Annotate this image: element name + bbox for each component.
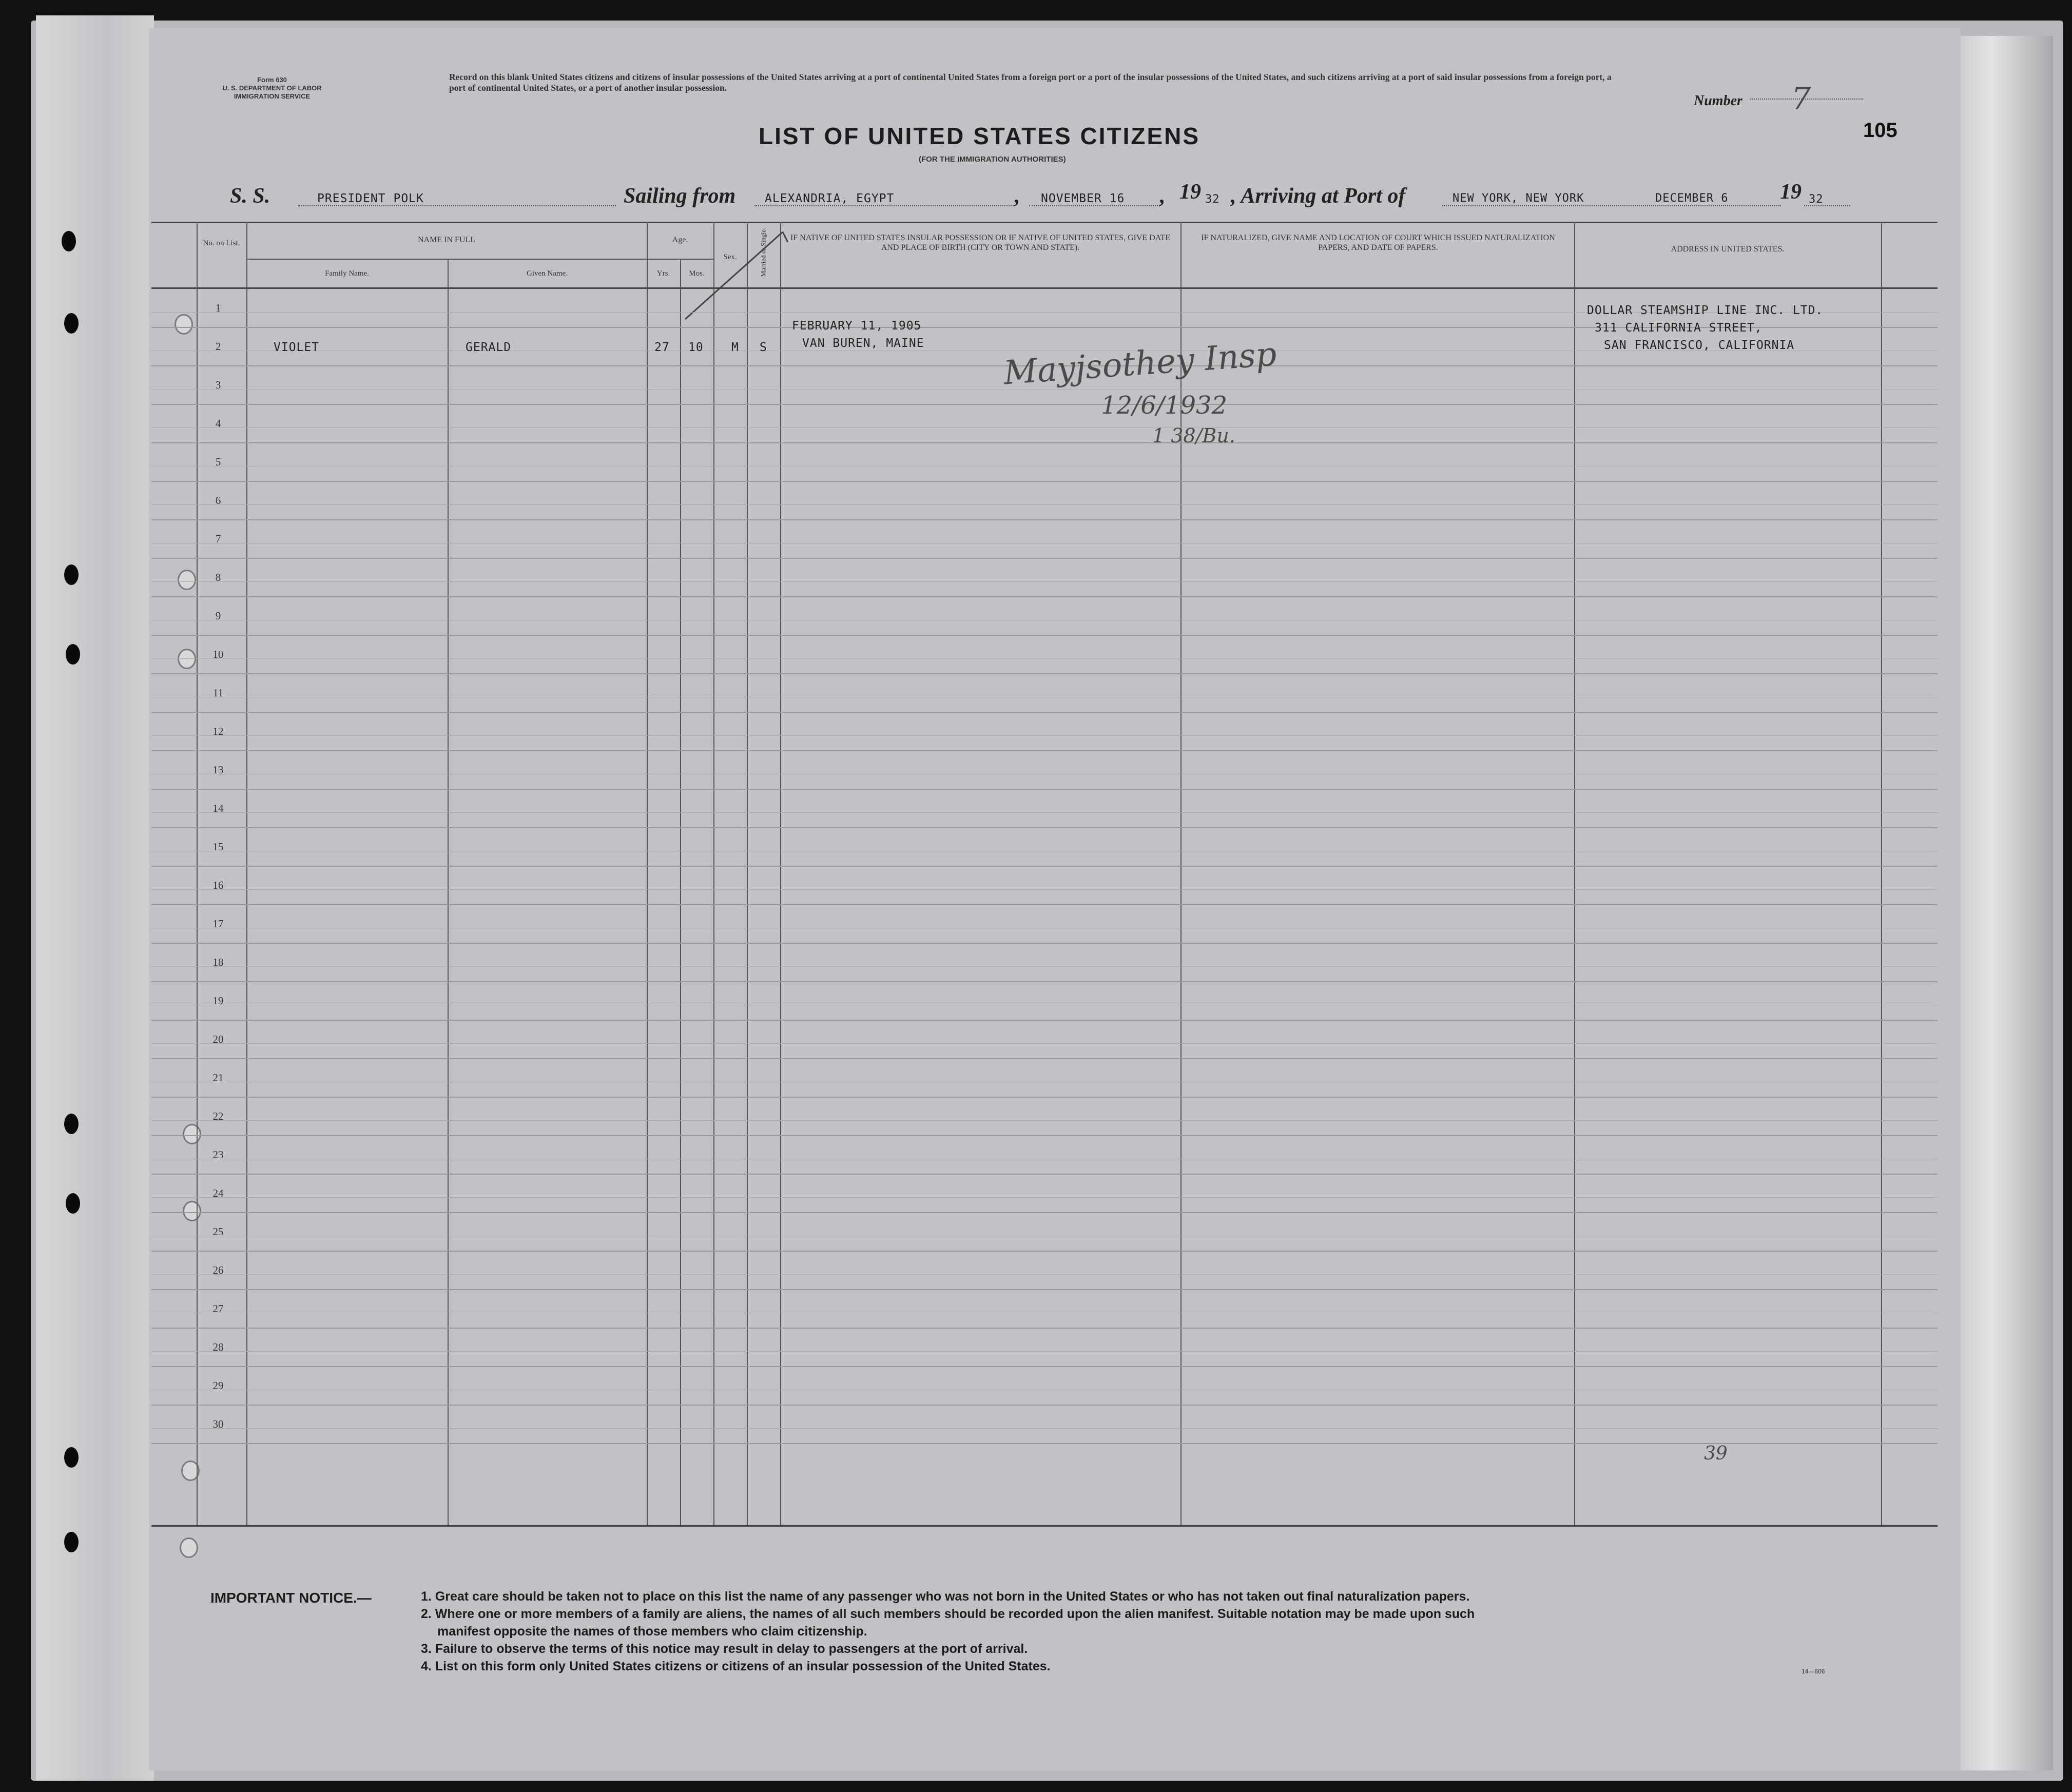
row-number: 23 bbox=[212, 1148, 224, 1161]
row-subrule bbox=[151, 504, 1938, 505]
inspection-fraction: 1 38/Bu. bbox=[1152, 424, 1235, 447]
passenger-age-months: 10 bbox=[688, 341, 704, 354]
comma-2: , bbox=[1160, 184, 1166, 208]
column-divider bbox=[1574, 222, 1575, 1525]
notice-label: IMPORTANT NOTICE.— bbox=[210, 1590, 372, 1606]
row-rule bbox=[151, 1058, 1938, 1059]
punch-hole bbox=[66, 1193, 80, 1214]
arrival-port: NEW YORK, NEW YORK bbox=[1453, 192, 1584, 205]
punch-hole bbox=[64, 1447, 79, 1468]
arrival-year-underline bbox=[1804, 205, 1850, 206]
row-number: 13 bbox=[212, 764, 224, 776]
passenger-marital: S bbox=[760, 341, 767, 354]
row-number: 25 bbox=[212, 1225, 224, 1238]
passenger-birth-place: VAN BUREN, MAINE bbox=[802, 337, 924, 350]
row-rule bbox=[151, 442, 1938, 443]
ship-underline bbox=[298, 205, 616, 206]
header-bottom-rule bbox=[151, 287, 1938, 289]
row-number: 14 bbox=[212, 802, 224, 814]
row-rule bbox=[151, 1366, 1938, 1367]
departure-date-underline bbox=[1029, 205, 1160, 206]
row-subrule bbox=[151, 581, 1938, 582]
punch-hole bbox=[64, 1114, 79, 1134]
row-number: 17 bbox=[212, 918, 224, 930]
service-name: IMMIGRATION SERVICE bbox=[234, 92, 311, 100]
passenger-address-line1: DOLLAR STEAMSHIP LINE INC. LTD. bbox=[1587, 304, 1824, 317]
passenger-address-line2: 311 CALIFORNIA STREET, bbox=[1595, 321, 1763, 335]
row-number: 10 bbox=[212, 648, 224, 660]
row-rule bbox=[151, 981, 1938, 982]
margin-number: 39 bbox=[1704, 1443, 1728, 1464]
list-number bbox=[1694, 77, 1811, 117]
departure-year-suffix: 32 bbox=[1205, 193, 1220, 206]
row-rule bbox=[151, 827, 1938, 828]
row-rule bbox=[151, 1174, 1938, 1175]
row-rule bbox=[151, 558, 1938, 559]
passenger-family-name: VIOLET bbox=[274, 341, 320, 354]
row-rule bbox=[151, 712, 1938, 713]
row-rule bbox=[151, 1443, 1938, 1444]
arrival-year-prefix: 19 bbox=[1780, 180, 1802, 204]
row-number: 2 bbox=[215, 340, 221, 353]
row-number: 7 bbox=[215, 533, 221, 545]
arriving-label: , Arriving at Port of bbox=[1231, 184, 1406, 208]
row-rule bbox=[151, 904, 1938, 905]
table-top-rule bbox=[151, 222, 1938, 223]
col-header-yrs: Yrs. bbox=[656, 269, 670, 278]
column-divider bbox=[647, 222, 648, 1525]
col-header-sex: Sex. bbox=[723, 253, 737, 261]
row-rule bbox=[151, 596, 1938, 597]
row-number: 1 bbox=[215, 302, 221, 314]
passenger-table bbox=[151, 222, 1938, 1525]
row-subrule bbox=[151, 735, 1938, 736]
notice-item-3: 3. Failure to observe the terms of this notice may result in delay to passengers at the port of arrival. bbox=[421, 1642, 1028, 1656]
arrival-date: DECEMBER 6 bbox=[1655, 192, 1729, 205]
punch-hole bbox=[62, 231, 76, 251]
passenger-age-years: 27 bbox=[654, 341, 670, 354]
page-binding-strip bbox=[36, 15, 154, 1781]
department-name: U. S. DEPARTMENT OF LABOR bbox=[222, 84, 322, 92]
row-number: 30 bbox=[212, 1418, 224, 1430]
arrival-year-suffix: 32 bbox=[1809, 193, 1824, 206]
column-divider bbox=[448, 259, 449, 1525]
row-subrule bbox=[151, 1351, 1938, 1352]
row-rule bbox=[151, 1405, 1938, 1406]
row-number: 24 bbox=[212, 1187, 224, 1199]
row-rule bbox=[151, 866, 1938, 867]
row-rule bbox=[151, 519, 1938, 520]
column-divider bbox=[246, 222, 247, 1525]
col-header-given: Given Name. bbox=[527, 269, 568, 278]
row-rule bbox=[151, 750, 1938, 751]
column-divider bbox=[747, 222, 748, 1525]
arriving-label-text: Arriving at Port of bbox=[1241, 184, 1406, 208]
row-rule bbox=[151, 635, 1938, 636]
notice-item-2-cont: manifest opposite the names of those members who claim citizenship. bbox=[437, 1624, 867, 1639]
row-number: 26 bbox=[212, 1264, 224, 1276]
row-subrule bbox=[151, 1043, 1938, 1044]
row-number: 15 bbox=[212, 841, 224, 853]
table-bottom-rule bbox=[151, 1525, 1938, 1527]
punch-hole bbox=[64, 1532, 79, 1552]
passenger-birth-date: FEBRUARY 11, 1905 bbox=[792, 319, 922, 333]
row-rule bbox=[151, 481, 1938, 482]
row-number: 18 bbox=[212, 956, 224, 968]
row-subrule bbox=[151, 1428, 1938, 1429]
row-number: 8 bbox=[215, 571, 221, 583]
col-header-address: ADDRESS IN UNITED STATES. bbox=[1671, 245, 1785, 254]
col-header-no: No. on List. bbox=[203, 239, 240, 247]
row-subrule bbox=[151, 812, 1938, 813]
row-number: 4 bbox=[215, 417, 221, 430]
departure-port: ALEXANDRIA, EGYPT bbox=[765, 192, 895, 205]
ship-name: PRESIDENT POLK bbox=[317, 192, 424, 205]
comma-1: , bbox=[1015, 184, 1020, 208]
row-number: 12 bbox=[212, 725, 224, 737]
row-number: 20 bbox=[212, 1033, 224, 1045]
print-code: 14—606 bbox=[1802, 1668, 1825, 1675]
departure-year-prefix: 19 bbox=[1179, 180, 1201, 204]
punch-hole bbox=[64, 564, 79, 585]
passenger-sex: M bbox=[731, 341, 739, 354]
form-number: Form 630 bbox=[257, 76, 287, 84]
row-subrule bbox=[151, 1197, 1938, 1198]
reinforcement-ring bbox=[180, 1537, 198, 1558]
number-underline bbox=[1750, 99, 1863, 100]
form-instructions: Record on this blank United States citizens and citizens of insular possessions of the United States arriving at a port of continental United States from a foreign port or a port of the insular possessions of the United States, and such citizens arriving at a port of said insular possessions from a foreign port, a port of continental United States, or a port of another insular possession. bbox=[449, 72, 1612, 93]
punch-hole bbox=[66, 644, 80, 665]
inspector-signature: Mayjsothey Insp bbox=[1002, 335, 1278, 393]
column-divider bbox=[1881, 222, 1882, 1525]
inspection-date: 12/6/1932 bbox=[1101, 391, 1228, 420]
row-number: 19 bbox=[212, 995, 224, 1007]
col-header-name: NAME IN FULL bbox=[418, 236, 475, 244]
row-number: 16 bbox=[212, 879, 224, 891]
form-id-block bbox=[195, 76, 349, 101]
row-subrule bbox=[151, 889, 1938, 890]
passenger-address-line3: SAN FRANCISCO, CALIFORNIA bbox=[1604, 339, 1795, 352]
punch-hole bbox=[64, 313, 79, 334]
col-header-mos: Mos. bbox=[689, 269, 705, 278]
row-rule bbox=[151, 1212, 1938, 1213]
page-number: 105 bbox=[1863, 119, 1897, 142]
row-subrule bbox=[151, 966, 1938, 967]
row-rule bbox=[151, 943, 1938, 944]
row-subrule bbox=[151, 427, 1938, 428]
column-divider bbox=[680, 259, 681, 1525]
row-number: 3 bbox=[215, 379, 221, 391]
row-rule bbox=[151, 1020, 1938, 1021]
row-rule bbox=[151, 1097, 1938, 1098]
row-subrule bbox=[151, 1274, 1938, 1275]
row-subrule bbox=[151, 1120, 1938, 1121]
row-subrule bbox=[151, 658, 1938, 659]
row-rule bbox=[151, 673, 1938, 674]
notice-item-1: 1. Great care should be taken not to place on this list the name of any passenger who was not born in the United States or who has not taken out final naturalization papers. bbox=[421, 1589, 1470, 1604]
document-subtitle: (FOR THE IMMIGRATION AUTHORITIES) bbox=[919, 155, 1066, 164]
notice-item-2: 2. Where one or more members of a family are aliens, the names of all such members should be recorded upon the alien manifest. Suitable notation may be made upon such bbox=[421, 1607, 1475, 1621]
number-label: Number bbox=[1694, 93, 1742, 109]
row-number: 11 bbox=[212, 687, 224, 699]
ss-label: S. S. bbox=[230, 184, 270, 208]
column-divider bbox=[780, 222, 781, 1525]
row-rule bbox=[151, 1251, 1938, 1252]
passenger-given-name: GERALD bbox=[466, 341, 512, 354]
row-number: 5 bbox=[215, 456, 221, 468]
col-header-marital: Married or Single. bbox=[759, 227, 767, 277]
subheader-rule bbox=[246, 259, 647, 260]
notice-item-4: 4. List on this form only United States citizens or citizens of an insular possession of the United States. bbox=[421, 1659, 1051, 1673]
departure-date: NOVEMBER 16 bbox=[1041, 192, 1125, 205]
row-rule bbox=[151, 789, 1938, 790]
departure-underline bbox=[754, 205, 1014, 206]
row-number: 28 bbox=[212, 1341, 224, 1353]
row-rule bbox=[151, 1135, 1938, 1136]
row-number: 21 bbox=[212, 1072, 224, 1084]
arrival-underline bbox=[1442, 205, 1781, 206]
document-title: LIST OF UNITED STATES CITIZENS bbox=[759, 123, 1200, 149]
col-header-family: Family Name. bbox=[325, 269, 369, 278]
sailing-from-label: Sailing from bbox=[624, 184, 736, 208]
row-number: 27 bbox=[212, 1302, 224, 1315]
row-rule bbox=[151, 404, 1938, 405]
row-number: 9 bbox=[215, 610, 221, 622]
col-header-age: Age. bbox=[672, 236, 688, 244]
row-rule bbox=[151, 1289, 1938, 1290]
row-number: 29 bbox=[212, 1379, 224, 1392]
col-header-birth: IF NATIVE OF UNITED STATES INSULAR POSSESSION OR IF NATIVE OF UNITED STATES, GIVE DATE AND PLACE OF BIRTH (CITY OR TOWN AND STATE). bbox=[790, 233, 1171, 252]
page-edges-right bbox=[1950, 36, 2053, 1770]
number-value: 7 bbox=[1791, 81, 1811, 117]
row-number: 6 bbox=[215, 494, 221, 507]
row-rule bbox=[151, 1328, 1938, 1329]
check-slash bbox=[680, 222, 803, 324]
col-header-naturalization: IF NATURALIZED, GIVE NAME AND LOCATION OF COURT WHICH ISSUED NATURALIZATION PAPERS, AND DATE OF PAPERS. bbox=[1201, 233, 1555, 252]
row-number: 22 bbox=[212, 1110, 224, 1122]
column-divider bbox=[713, 222, 714, 1525]
